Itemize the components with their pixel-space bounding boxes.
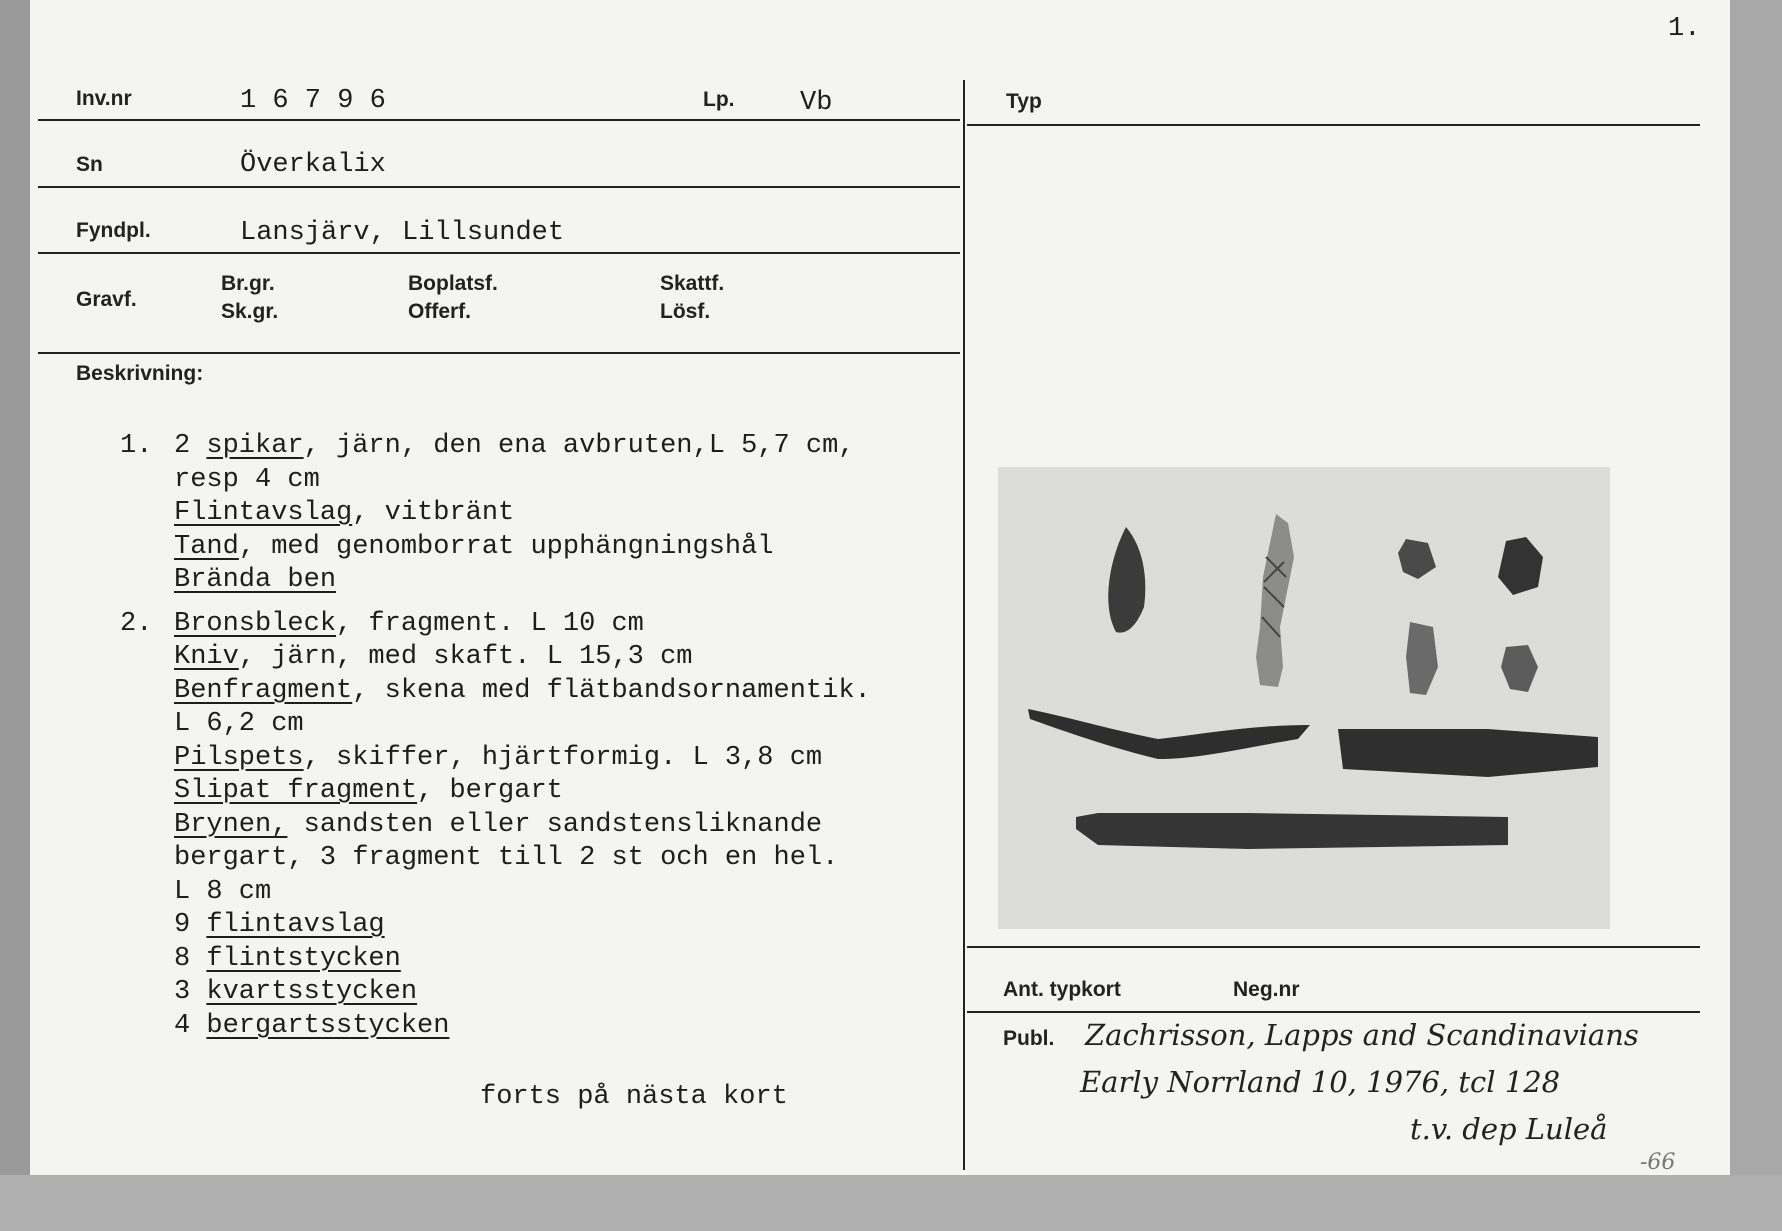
publ-handwritten-line1: Zachrisson, Lapps and Scandinavians (1085, 1018, 1639, 1052)
find-category: Flintavslag (174, 498, 353, 528)
line-prefix: 3 (174, 977, 207, 1007)
offerf-label: Offerf. (408, 300, 471, 323)
scan-background-bottom (0, 1175, 1782, 1231)
fyndpl-label: Fyndpl. (76, 219, 151, 242)
line-detail: , skena med flätbandsornamentik. (352, 675, 871, 706)
description-line (120, 976, 871, 1010)
description-line (120, 641, 871, 675)
neg-nr-label: Neg.nr (1233, 978, 1300, 1001)
description-line (120, 430, 871, 464)
gravf-label: Gravf. (76, 288, 137, 311)
description-line (120, 1010, 871, 1044)
inv-nr-label: Inv.nr (76, 87, 132, 110)
line-detail: , järn, den ena avbruten,L 5,7 cm, (303, 431, 855, 461)
beskrivning-label: Beskrivning: (76, 362, 204, 385)
description-line (120, 608, 871, 642)
publ-handwritten-line2: Early Norrland 10, 1976, tcl 128 (1080, 1065, 1561, 1099)
row-divider (38, 352, 960, 354)
line-detail: sandsten eller sandstensliknande (287, 809, 823, 840)
find-category: Brända ben (174, 565, 337, 595)
description-line (120, 943, 871, 977)
find-category: flintavslag (206, 910, 385, 940)
row-divider (38, 252, 960, 254)
lp-label: Lp. (703, 88, 735, 111)
row-divider (967, 124, 1700, 126)
description-line (120, 809, 871, 843)
description-line (120, 564, 871, 598)
row-divider (38, 186, 960, 188)
find-category: Kniv (174, 642, 239, 672)
skattf-label: Skattf. (660, 272, 725, 295)
br-gr-label: Br.gr. (221, 272, 275, 295)
line-detail: , fragment. L 10 cm (336, 608, 644, 639)
item-number: 2. (120, 608, 153, 639)
description-line (120, 531, 871, 565)
line-detail: , vitbränt (352, 498, 515, 528)
find-category: Pilspets (174, 742, 304, 773)
description-line (120, 497, 871, 531)
description-line (120, 675, 871, 709)
line-prefix: 8 (174, 943, 207, 974)
ant-typkort-label: Ant. typkort (1003, 978, 1121, 1001)
line-prefix: L 8 cm (174, 876, 272, 907)
inv-nr-value: 1 6 7 9 6 (240, 86, 386, 116)
line-detail: , skiffer, hjärtformig. L 3,8 cm (303, 742, 823, 773)
typ-label: Typ (1006, 90, 1042, 113)
description-line (120, 909, 871, 943)
line-prefix: resp 4 cm (174, 464, 320, 495)
sn-label: Sn (76, 153, 103, 176)
description-line (120, 708, 871, 742)
find-category: flintstycken (206, 943, 401, 974)
publ-label: Publ. (1003, 1027, 1055, 1050)
line-detail: , bergart (417, 776, 563, 806)
line-prefix: L 6,2 cm (174, 709, 304, 739)
find-category: kvartsstycken (206, 977, 418, 1007)
line-prefix: 2 (174, 431, 207, 461)
lp-value: Vb (800, 88, 833, 118)
row-divider (967, 946, 1700, 948)
find-category: Slipat fragment (174, 776, 418, 806)
publ-handwritten-line3: t.v. dep Luleå (1410, 1112, 1608, 1146)
description-line (120, 464, 871, 498)
description-text (120, 430, 871, 1043)
row-divider (967, 1011, 1700, 1013)
line-detail: , järn, med skaft. L 15,3 cm (238, 642, 693, 672)
find-category: spikar (206, 431, 304, 461)
description-line (120, 742, 871, 776)
sn-value: Överkalix (240, 150, 386, 180)
find-category: bergartsstycken (206, 1010, 450, 1041)
line-prefix: 4 (174, 1010, 207, 1041)
catalog-card (30, 0, 1730, 1175)
artifact-photograph (998, 467, 1610, 929)
line-detail: , med genomborrat upphängningshål (238, 531, 774, 562)
find-category: Benfragment (174, 675, 353, 706)
continuation-note: forts på nästa kort (480, 1082, 788, 1112)
description-line (120, 842, 871, 876)
description-line (120, 876, 871, 910)
item-number: 1. (120, 431, 153, 461)
losf-label: Lösf. (660, 300, 711, 323)
publ-handwritten-line4: -66 (1640, 1150, 1676, 1175)
description-line (120, 775, 871, 809)
find-category: Tand (174, 531, 239, 562)
find-category: Bronsbleck (174, 608, 337, 639)
row-divider (38, 119, 960, 121)
line-prefix: 9 (174, 910, 207, 940)
find-category: Brynen, (174, 809, 288, 840)
boplatsf-label: Boplatsf. (408, 272, 498, 295)
sk-gr-label: Sk.gr. (221, 300, 279, 323)
column-divider (963, 80, 965, 1170)
fyndpl-value: Lansjärv, Lillsundet (240, 218, 565, 248)
card-number: 1. (1668, 14, 1701, 44)
scan-background-right (1730, 0, 1782, 1175)
line-prefix: bergart, 3 fragment till 2 st och en hel. (174, 843, 839, 873)
